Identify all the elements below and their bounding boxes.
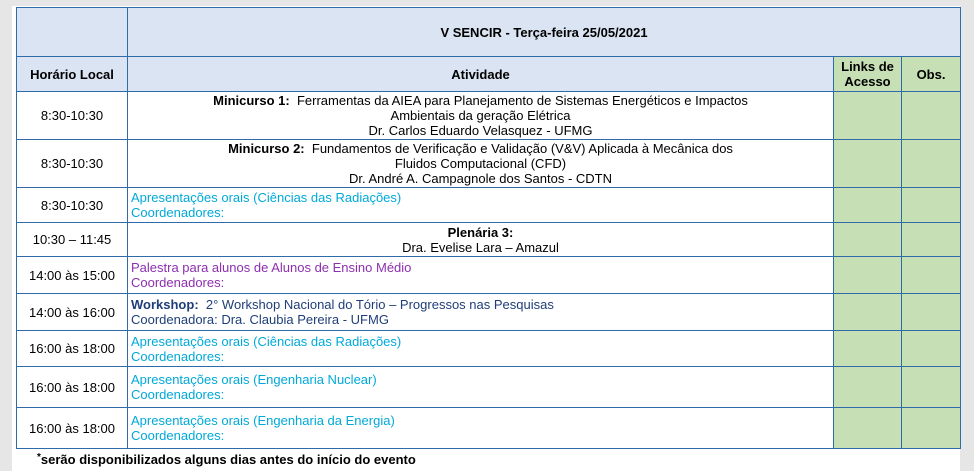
header-links xyxy=(834,57,902,92)
table-row xyxy=(17,331,961,367)
activity-cell xyxy=(128,367,834,408)
activity-line1: Apresentações orais (Ciências das Radiações) xyxy=(131,190,402,205)
links-cell[interactable] xyxy=(834,367,902,408)
obs-cell xyxy=(902,223,961,257)
activity-speaker: Dr. Carlos Eduardo Velasquez - UFMG xyxy=(368,123,593,138)
activity-line2: Fluidos Computacional (CFD) xyxy=(394,156,567,171)
activity-coordinators: Coordenadores: xyxy=(131,348,225,364)
row-time: 16:00 às 18:00 xyxy=(17,367,128,408)
obs-cell xyxy=(902,257,961,294)
obs-cell xyxy=(902,408,961,449)
header-row xyxy=(17,57,961,92)
activity-label: Plenária 3: xyxy=(447,224,514,240)
row-time: 8:30-10:30 xyxy=(17,188,128,223)
activity-cell xyxy=(128,408,834,449)
header-time: Horário Local xyxy=(17,57,128,92)
row-time: 16:00 às 18:00 xyxy=(17,408,128,449)
links-cell[interactable] xyxy=(834,331,902,367)
activity-speaker: Dr. André A. Campagnole dos Santos - CDTN xyxy=(348,171,612,186)
links-cell[interactable] xyxy=(834,294,902,331)
activity-cell xyxy=(128,92,834,140)
activity-speaker: Dra. Evelise Lara – Amazul xyxy=(402,239,559,255)
table-row xyxy=(17,188,961,223)
activity-coordinators: Coordenadora: Dra. Claubia Pereira - UFMG xyxy=(131,312,389,327)
row-time: 8:30-10:30 xyxy=(17,140,128,188)
table-row xyxy=(17,223,961,257)
activity-line1: Fundamentos de Verificação e Validação (V&V) Aplicada à Mecânica dos xyxy=(311,141,733,156)
links-cell[interactable] xyxy=(834,408,902,449)
table-row xyxy=(17,367,961,408)
activity-cell xyxy=(128,188,834,223)
activity-cell xyxy=(128,223,834,257)
links-cell[interactable] xyxy=(834,223,902,257)
activity-line1: 2° Workshop Nacional do Tório – Progressos nas Pesquisas xyxy=(205,297,554,312)
obs-cell xyxy=(902,140,961,188)
table-row xyxy=(17,294,961,331)
event-title: V SENCIR - Terça-feira 25/05/2021 xyxy=(128,8,961,57)
links-cell[interactable] xyxy=(834,188,902,223)
activity-line1: Apresentações orais (Ciências das Radiações) xyxy=(131,333,402,349)
table-row xyxy=(17,408,961,449)
links-cell[interactable] xyxy=(834,92,902,140)
table-row xyxy=(17,140,961,188)
row-time: 10:30 – 11:45 xyxy=(17,223,128,257)
links-cell[interactable] xyxy=(834,140,902,188)
row-time: 16:00 às 18:00 xyxy=(17,331,128,367)
activity-cell xyxy=(128,294,834,331)
footnote-marker: * xyxy=(37,452,41,463)
obs-cell xyxy=(902,367,961,408)
activity-coordinators: Coordenadores: xyxy=(131,387,225,402)
activity-cell xyxy=(128,140,834,188)
row-time: 14:00 às 16:00 xyxy=(17,294,128,331)
obs-cell xyxy=(902,331,961,367)
table-row xyxy=(17,257,961,294)
window-frame-right xyxy=(960,0,974,471)
activity-coordinators: Coordenadores: xyxy=(131,428,225,443)
obs-cell xyxy=(902,188,961,223)
activity-line1: Palestra para alunos de Alunos de Ensino Médio xyxy=(131,260,412,275)
activity-line2: Ambientais da geração Elétrica xyxy=(390,108,571,123)
activity-label: Minicurso 1: xyxy=(213,93,290,108)
window-frame-top xyxy=(0,0,974,6)
activity-label: Workshop: xyxy=(131,297,199,312)
obs-cell xyxy=(902,92,961,140)
title-row xyxy=(17,8,961,57)
header-links-line2: Acesso xyxy=(844,74,891,89)
table-row xyxy=(17,92,961,140)
activity-coordinators: Coordenadores: xyxy=(131,275,225,290)
activity-label: Minicurso 2: xyxy=(228,141,305,156)
footnote-text: serão disponibilizados alguns dias antes do início do evento xyxy=(40,452,416,467)
header-links-line1: Links de xyxy=(841,59,894,74)
activity-line1: Ferramentas da AIEA para Planejamento de Sistemas Energéticos e Impactos xyxy=(296,93,748,108)
activity-cell xyxy=(128,257,834,294)
activity-line1: Apresentações orais (Engenharia Nuclear) xyxy=(131,372,377,387)
schedule-table xyxy=(16,7,961,449)
header-obs: Obs. xyxy=(902,57,961,92)
row-time: 8:30-10:30 xyxy=(17,92,128,140)
window-frame-left xyxy=(0,0,12,471)
footnote xyxy=(37,452,416,467)
links-cell[interactable] xyxy=(834,257,902,294)
obs-cell xyxy=(902,294,961,331)
activity-coordinators: Coordenadores: xyxy=(131,205,225,220)
row-time: 14:00 às 15:00 xyxy=(17,257,128,294)
title-empty-cell xyxy=(17,8,128,57)
header-activity: Atividade xyxy=(128,57,834,92)
activity-line1: Apresentações orais (Engenharia da Energia) xyxy=(131,413,395,428)
activity-cell xyxy=(128,331,834,367)
